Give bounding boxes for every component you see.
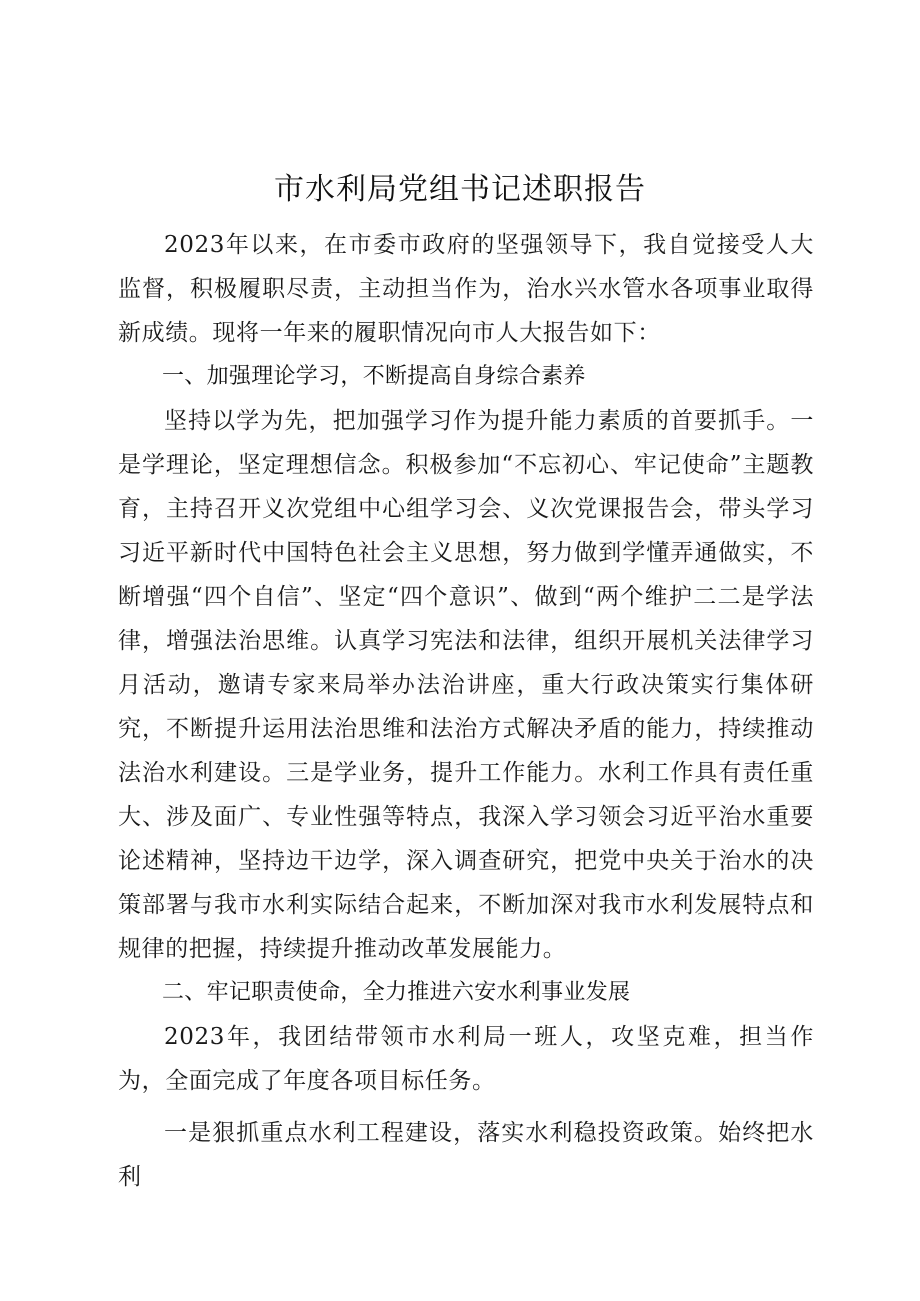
intro-paragraph: 2023年以来，在市委市政府的坚强领导下，我自觉接受人大监督，积极履职尽责，主动担当作为，治水兴水管水各项事业取得新成绩。现将一年来的履职情况向市人大报告如下： xyxy=(118,232,814,346)
document-title: 市水利局党组书记述职报告 xyxy=(274,172,646,207)
section-2-paragraph: 2023年，我团结带领市水利局一班人，攻坚克难，担当作为，全面完成了年度各项目标任务。 xyxy=(118,1024,814,1094)
section-1-paragraph: 坚持以学为先，把加强学习作为提升能力素质的首要抓手。一是学理论，坚定理想信念。积极参加“不忘初心、牢记使命”主题教育，主持召开义次党组中心组学习会、义次党课报告会，带头学习习近平新时代中国特色社会主义思想，努力做到学懂弄通做实，不断增强“四个自信”、坚定“四个意识”、做到“两个维护二二是学法律，增强法治思维。认真学习宪法和法律，组织开展机关法律学习月活动，邀请专家来局举办法治讲座，重大行政决策实行集体研究，不断提升运用法治思维和法治方式解决矛盾的能力，持续推动法治水利建设。三是学业务，提升工作能力。水利工作具有责任重大、涉及面广、专业性强等特点，我深入学习领会习近平治水重要论述精神，坚持边干边学，深入调查研究，把党中央关于治水的决策部署与我市水利实际结合起来，不断加深对我市水利发展特点和规律的把握，持续提升推动改革发展能力。 xyxy=(118,408,814,962)
paragraph-spacer xyxy=(118,1103,814,1111)
section-1-heading: 一、加强理论学习，不断提高自身综合素养 xyxy=(162,364,586,389)
document-body xyxy=(118,223,814,1199)
section-2-item-1-paragraph: 一是狠抓重点水利工程建设，落实水利稳投资政策。始终把水利 xyxy=(118,1120,814,1190)
section-2-heading: 二、牢记职责使命，全力推进六安水利事业发展 xyxy=(162,980,631,1005)
